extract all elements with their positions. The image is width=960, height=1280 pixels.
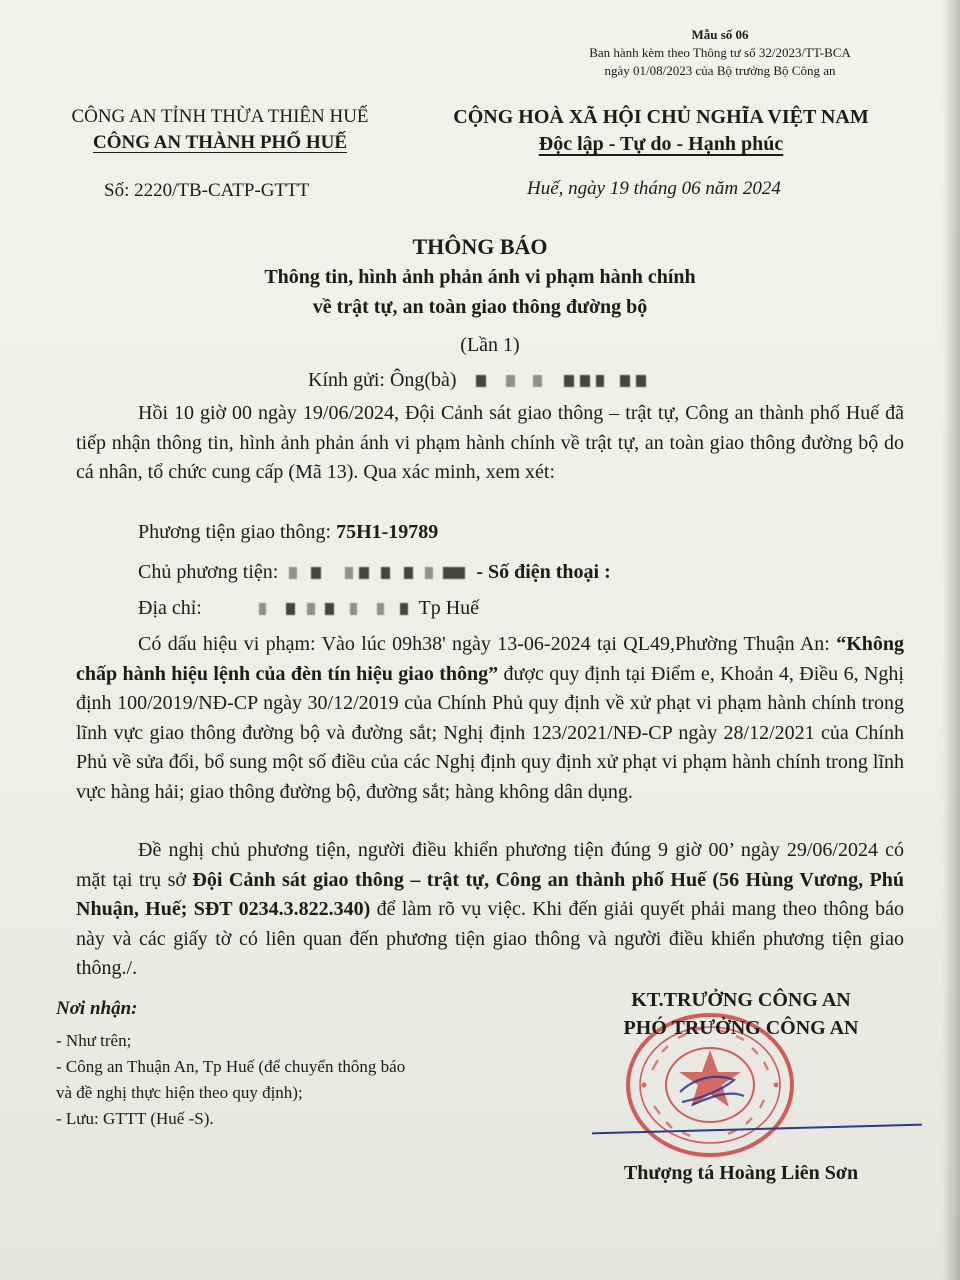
signature-block <box>560 986 922 1042</box>
violation-paragraph: Có dấu hiệu vi phạm: Vào lúc 09h38' ngày 13-06-2024 tại QL49,Phường Thuận An: “Không chấp hành hiệu lệnh của đèn tín hiệu giao thông” được quy định tại Điểm e, Khoản 4, Điều 6, Nghị định 100/2019/NĐ-CP ngày 30/12/2019 của Chính Phủ quy định về xử phạt vi phạm hành chính trong lĩnh vực giao thông đường bộ và đường sắt; Nghị định 123/2021/NĐ-CP ngày 28/12/2021 của Chính Phủ về sửa đổi, bổ sung một số điều của các Nghị định quy định xử phạt vi phạm hành chính trong lĩnh vực hàng hải; giao thông đường bộ, đường sắt; hàng không dân dụng. <box>76 633 904 803</box>
recipient-item-3: và đề nghị thực hiện theo quy định); <box>56 1083 303 1102</box>
signer-name: Thượng tá Hoàng Liên Sơn <box>623 1162 859 1184</box>
redacted-address <box>259 597 419 619</box>
address-label: Địa chỉ: <box>138 597 202 619</box>
motto: Độc lập - Tự do - Hạnh phúc <box>538 133 784 155</box>
greeting <box>308 366 652 395</box>
form-issued-line-2: ngày 01/08/2023 của Bộ trưởng Bộ Công an <box>604 63 836 78</box>
country-name: CỘNG HOÀ XÃ HỘI CHỦ NGHĨA VIỆT NAM <box>453 106 869 128</box>
paper-shadow-edge <box>942 0 960 1280</box>
document-number: Số: 2220/TB-CATP-GTTT <box>104 180 310 201</box>
redacted-owner <box>289 561 476 583</box>
national-motto <box>416 104 906 158</box>
redacted-name <box>476 369 652 391</box>
signature-title-2: PHÓ TRƯỞNG CÔNG AN <box>623 1017 859 1039</box>
recipients-title: Nơi nhận: <box>56 998 138 1019</box>
recipient-item-2: - Công an Thuận An, Tp Huế (để chuyển thông báo <box>56 1057 406 1076</box>
issuing-agency <box>20 104 420 156</box>
vehicle-line <box>138 518 438 547</box>
agency-name: CÔNG AN THÀNH PHỐ HUẾ <box>92 132 348 153</box>
vehicle-label: Phương tiện giao thông: <box>138 521 337 543</box>
agency-parent: CÔNG AN TỈNH THỪA THIÊN HUẾ <box>71 106 369 127</box>
document-title: THÔNG BÁO <box>412 234 548 259</box>
intro-paragraph: Hồi 10 giờ 00 ngày 19/06/2024, Đội Cảnh sát giao thông – trật tự, Công an thành phố Huế đã tiếp nhận thông tin, hình ảnh phản ánh vi phạm hành chính về trật tự, an toàn giao thông đường bộ do cá nhân, tổ chức cung cấp (Mã 13). Qua xác minh, xem xét: <box>76 402 904 483</box>
violation-description: “Không chấp hành hiệu lệnh của đèn tín hiệu giao thông” <box>76 633 904 685</box>
form-reference <box>540 26 900 80</box>
recipient-item-4: - Lưu: GTTT (Huế -S). <box>56 1109 214 1128</box>
document-subtitle-1: Thông tin, hình ảnh phản ánh vi phạm hành chính <box>264 266 696 288</box>
greeting-label: Kính gửi: Ông(bà) <box>308 369 457 391</box>
address-line <box>138 594 479 623</box>
vehicle-plate: 75H1-19789 <box>336 521 439 543</box>
signature-title-1: KT.TRƯỞNG CÔNG AN <box>631 989 851 1011</box>
issue-date: Huế, ngày 19 tháng 06 năm 2024 <box>527 178 781 199</box>
phone-label: - Số điện thoại : <box>476 561 611 583</box>
form-number: Mẫu số 06 <box>691 27 749 42</box>
owner-line <box>138 558 611 587</box>
form-issued-line-1: Ban hành kèm theo Thông tư số 32/2023/TT-BCA <box>589 45 851 60</box>
address-city: Tp Huế <box>418 597 480 619</box>
request-paragraph: Đề nghị chủ phương tiện, người điều khiển phương tiện đúng 9 giờ 00’ ngày 29/06/2024 có mặt tại trụ sở Đội Cảnh sát giao thông – trật tự, Công an thành phố Huế (56 Hùng Vương, Phú Nhuận, Huế; SĐT 0234.3.822.340) để làm rõ vụ việc. Khi đến giải quyết phải mang theo thông báo này và các giấy tờ có liên quan đến phương tiện giao thông và người điều khiển phương tiện giao thông./. <box>76 839 905 979</box>
recipient-item-1: - Như trên; <box>56 1031 132 1050</box>
document-subtitle-2: về trật tự, an toàn giao thông đường bộ <box>312 296 648 318</box>
office-address: Đội Cảnh sát giao thông – trật tự, Công an thành phố Huế (56 Hùng Vương, Phú Nhuận, Huế; SĐT 0234.3.822.340) <box>76 868 905 920</box>
owner-label: Chủ phương tiện: <box>138 561 279 583</box>
notice-count: (Lần 1) <box>460 334 520 356</box>
